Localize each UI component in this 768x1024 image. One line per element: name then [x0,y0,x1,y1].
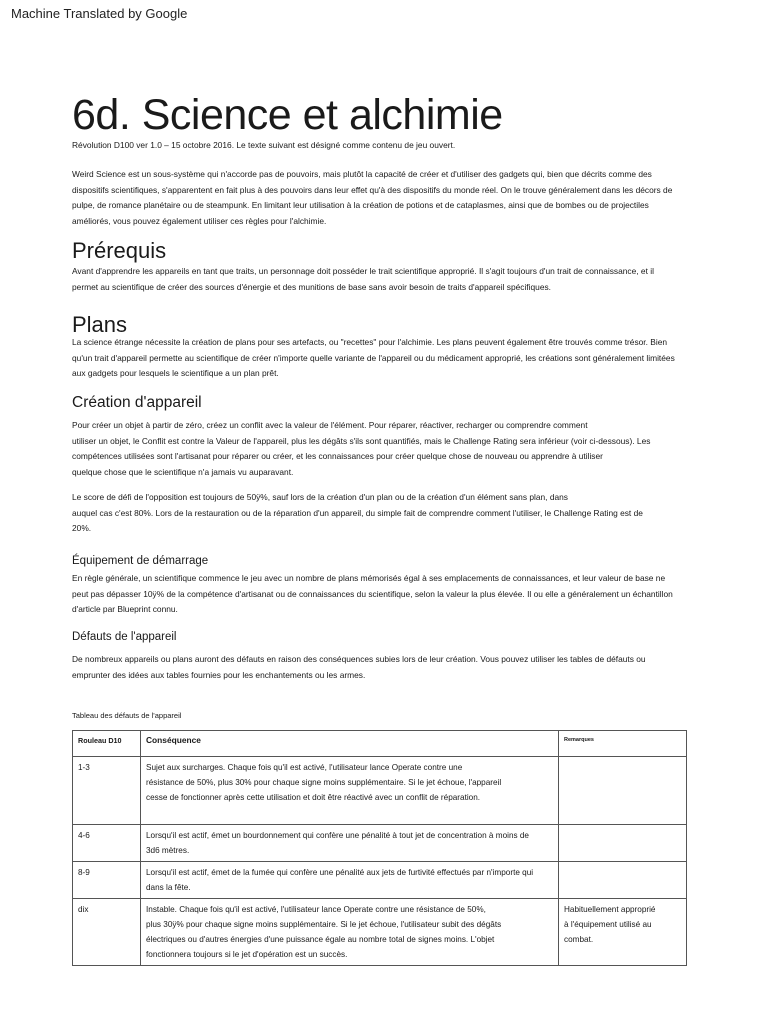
text-line: à l'équipement utilisé au [564,920,652,929]
text-line: Weird Science est un sous-système qui n'accorde pas de pouvoirs, mais plutôt la capacité de créer et d'utiliser des gadgets qui, bien que décrits comme des [72,169,652,179]
text-line: qu'un trait d'appareil permette au scientifique de créer n'importe quelle variante de l'appareil ou du médicament approprié, les créations sont généralement limitées [72,352,675,363]
plans-paragraph [72,335,692,382]
table-caption: Tableau des défauts de l'appareil [72,711,182,720]
text-line: quelque chose que le scientifique n'a jamais vu auparavant. [72,466,294,477]
consequence-cell [141,757,559,825]
text-line: améliorés, vous pouvez également utiliser ces règles pour l'alchimie. [72,215,327,226]
column-header-consequence: Conséquence [141,731,559,757]
creation-paragraph-2 [72,490,692,537]
heading-equipement: Équipement de démarrage [72,555,209,567]
consequence-cell [141,862,559,899]
table-row [73,899,687,966]
text-line: Habituellement approprié [564,905,656,914]
equipement-paragraph [72,571,692,618]
text-line: De nombreux appareils ou plans auront des défauts en raison des conséquences subies lors de leur création. Vous pouvez utiliser les tables de défauts ou [72,654,646,664]
intro-paragraph [72,167,692,229]
text-line: cesse de fonctionner après cette utilisation et doit être réactivé avec un conflit de réparation. [146,793,481,802]
creation-paragraph-1 [72,418,692,480]
translation-banner: Machine Translated by Google [11,6,188,21]
text-line: d'article par Blueprint connu. [72,604,178,614]
column-header-roll: Rouleau D10 [73,731,141,757]
table-row [73,825,687,862]
consequence-cell [141,899,559,966]
text-line: 20%. [72,523,92,533]
text-line: Lorsqu'il est actif, émet un bourdonnement qui confère une pénalité à tout jet de concentration à moins de [146,831,529,840]
heading-plans: Plans [72,312,128,337]
column-header-remarks: Remarques [559,731,687,757]
roll-cell: 1-3 [73,757,141,825]
heading-defauts: Défauts de l'appareil [72,631,177,643]
text-line: Lorsqu'il est actif, émet de la fumée qui confère une pénalité aux jets de furtivité effectués par n'importe qui [146,868,534,877]
text-line: Instable. Chaque fois qu'il est activé, l'utilisateur lance Operate contre une résistance de 50%, [146,905,486,914]
text-line: auquel cas c'est 80%. Lors de la restauration ou de la réparation d'un appareil, du simple fait de comprendre comment l'utiliser, le Challenge Rating est de [72,507,643,518]
text-line: fonctionnera toujours si le jet d'opération est un succès. [146,950,348,959]
text-line: La science étrange nécessite la création de plans pour ses artefacts, ou "recettes" pour l'alchimie. Les plans peuvent également être trouvés comme trésor. Bien [72,337,668,347]
roll-cell: dix [73,899,141,966]
text-line: dispositifs scientifiques, s'apparentent en fait plus à des pouvoirs dans leur effet qu'à des dispositifs du monde réel. On le trouve généralement dans les décors de [72,184,673,195]
prerequis-paragraph [72,264,692,295]
text-line: aux gadgets pour lesquels le scientifique a un plan prêt. [72,368,279,378]
table-header-row [73,731,687,757]
text-line: compétences utilisées sont l'artisanat pour réparer ou créer, et les connaissances pour créer quelque chose de nouveau ou apprendre à utiliser [72,451,603,461]
page-subtitle: Révolution D100 ver 1.0 – 15 octobre 2016. Le texte suivant est désigné comme contenu de jeu ouvert. [72,140,456,150]
text-line: Avant d'apprendre les appareils en tant que traits, un personnage doit posséder le trait scientifique approprié. Il s'agit toujours d'un trait de connaissance, et il [72,266,654,276]
text-line: peut pas dépasser 10ÿ% de la compétence d'artisanat ou de connaissances du scientifique, selon la valeur la plus élevée. Il ou elle a généralement un échantillon [72,588,673,599]
consequence-cell [141,825,559,862]
text-line: 3d6 mètres. [146,846,190,855]
remarks-cell [559,899,687,966]
text-line: Pour créer un objet à partir de zéro, créez un conflit avec la valeur de l'élément. Pour réparer, réactiver, recharger ou comprendre comment [72,420,588,430]
text-line: électriques ou d'autres énergies d'une puissance égale au nombre total de signes moins. L'objet [146,935,495,944]
defauts-paragraph [72,652,692,683]
heading-prerequis: Prérequis [72,238,167,263]
text-line: plus 30ÿ% pour chaque signe moins supplémentaire. Si le jet échoue, l'utilisateur subit des dégâts [146,920,502,929]
text-line: emprunter des idées aux tables fournies pour les enchantements ou les armes. [72,669,366,680]
text-line: résistance de 50%, plus 30% pour chaque signe moins supplémentaire. Si le jet échoue, l'appareil [146,778,502,787]
remarks-cell [559,757,687,825]
text-line: En règle générale, un scientifique commence le jeu avec un nombre de plans mémorisés égal à ses emplacements de connaissances, et leur valeur de base ne [72,573,666,583]
text-line: permet au scientifique de créer des sources d'énergie et des munitions de base sans avoir besoin de traits d'appareil spécifiques. [72,281,551,292]
page-title: 6d. Science et alchimie [72,91,503,139]
text-line: utiliser un objet, le Conflit est contre la Valeur de l'appareil, plus les dégâts s'ils sont quantifiés, mais le Challenge Rating sera inférieur (voir ci-dessous). Les [72,435,651,446]
text-line: Le score de défi de l'opposition est toujours de 50ÿ%, sauf lors de la création d'un plan ou de la création d'un élément sans plan, dans [72,492,568,502]
heading-creation: Création d'appareil [72,394,202,411]
text-line: pulpe, de romance planétaire ou de steampunk. En limitant leur utilisation à la création de potions et de cataplasmes, ainsi que de bombes ou de projectiles [72,200,649,210]
remarks-cell [559,825,687,862]
text-line: Sujet aux surcharges. Chaque fois qu'il est activé, l'utilisateur lance Operate contre une [146,763,463,772]
defects-table [72,730,687,966]
roll-cell: 8-9 [73,862,141,899]
remarks-cell [559,862,687,899]
text-line: combat. [564,935,594,944]
roll-cell: 4-6 [73,825,141,862]
table-row [73,862,687,899]
table-row [73,757,687,825]
text-line: dans la fête. [146,883,191,892]
